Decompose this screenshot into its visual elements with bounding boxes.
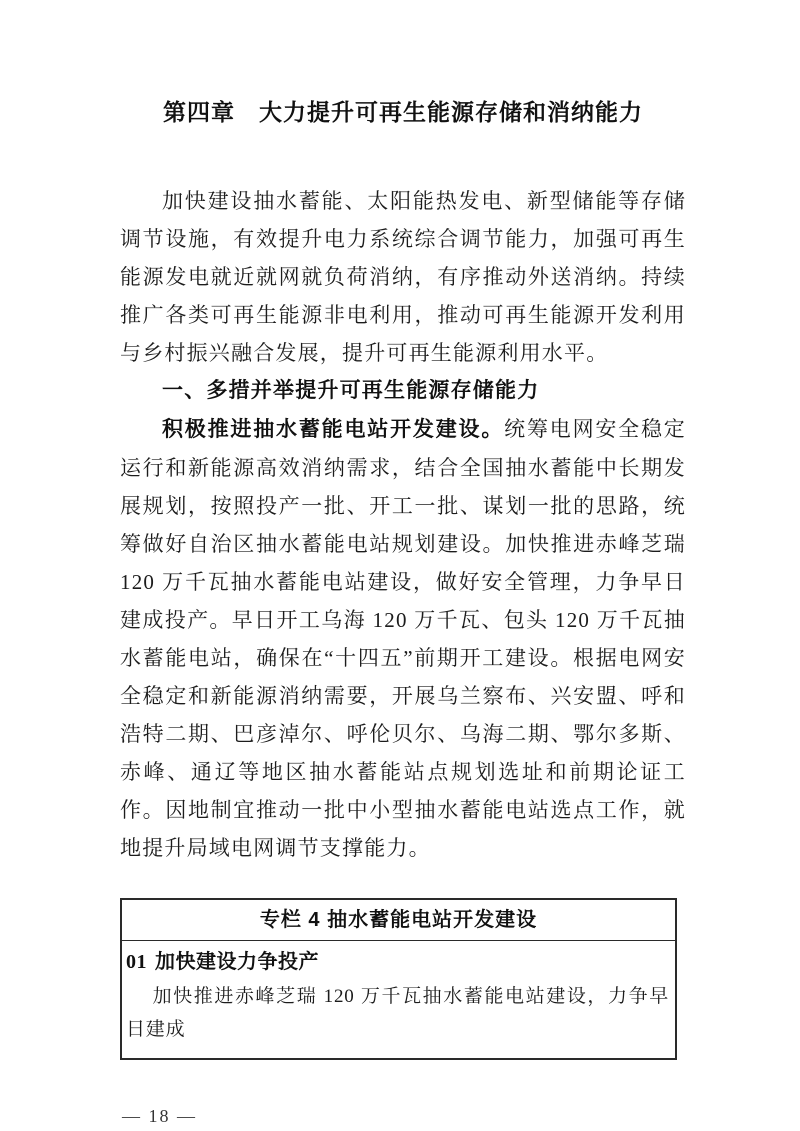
- content-column: [120, 96, 686, 1127]
- chapter-title: 第四章 大力提升可再生能源存储和消纳能力: [163, 99, 643, 125]
- column-box-body: [122, 941, 675, 1058]
- paragraph-bold-lead: 积极推进抽水蓄能电站开发建设。: [162, 418, 505, 441]
- box-item-number: 01: [126, 951, 147, 973]
- box-item-body-text: 加快推进赤峰芝瑞 120 万千瓦抽水蓄能电站建设，力争早日建成: [126, 986, 669, 1040]
- paragraph-body-text: 统筹电网安全稳定运行和新能源高效消纳需求，结合全国抽水蓄能中长期发展规划，按照投产一批、开工一批、谋划一批的思路，统筹做好自治区抽水蓄能电站规划建设。加快推进赤峰芝瑞 120 万千瓦抽水蓄能电站建设，做好安全管理，力争早日建成投产。早日开工乌海 120 万千瓦、包头 120 万千瓦抽水蓄能电站，确保在“十四五”前期开工建设。根据电网安全稳定和新能源消纳需要，开展乌兰察布、兴安盟、呼和浩特二期、巴彦淖尔、呼伦贝尔、乌海二期、鄂尔多斯、赤峰、通辽等地区抽水蓄能站点规划选址和前期论证工作。因地制宜推动一批中小型抽水蓄能电站选点工作，就地提升局域电网调节支撑能力。: [120, 417, 687, 860]
- column-box-title: 专栏 4 抽水蓄能电站开发建设: [122, 900, 675, 941]
- box-item-heading: [126, 947, 669, 978]
- section-heading: 一、多措并举提升可再生能源存储能力: [162, 379, 540, 402]
- page-number: — 18 —: [122, 1106, 197, 1126]
- paragraph-intro: 加快建设抽水蓄能、太阳能热发电、新型储能等存储调节设施，有效提升电力系统综合调节能力，加强可再生能源发电就近就网就负荷消纳，有序推动外送消纳。持续推广各类可再生能源非电利用，推动可再生能源开发利用与乡村振兴融合发展，提升可再生能源利用水平。: [120, 189, 686, 365]
- paragraph-pumped-storage: [120, 410, 686, 867]
- special-column-box: [120, 898, 677, 1060]
- box-item-title-text: 加快建设力争投产: [155, 951, 319, 973]
